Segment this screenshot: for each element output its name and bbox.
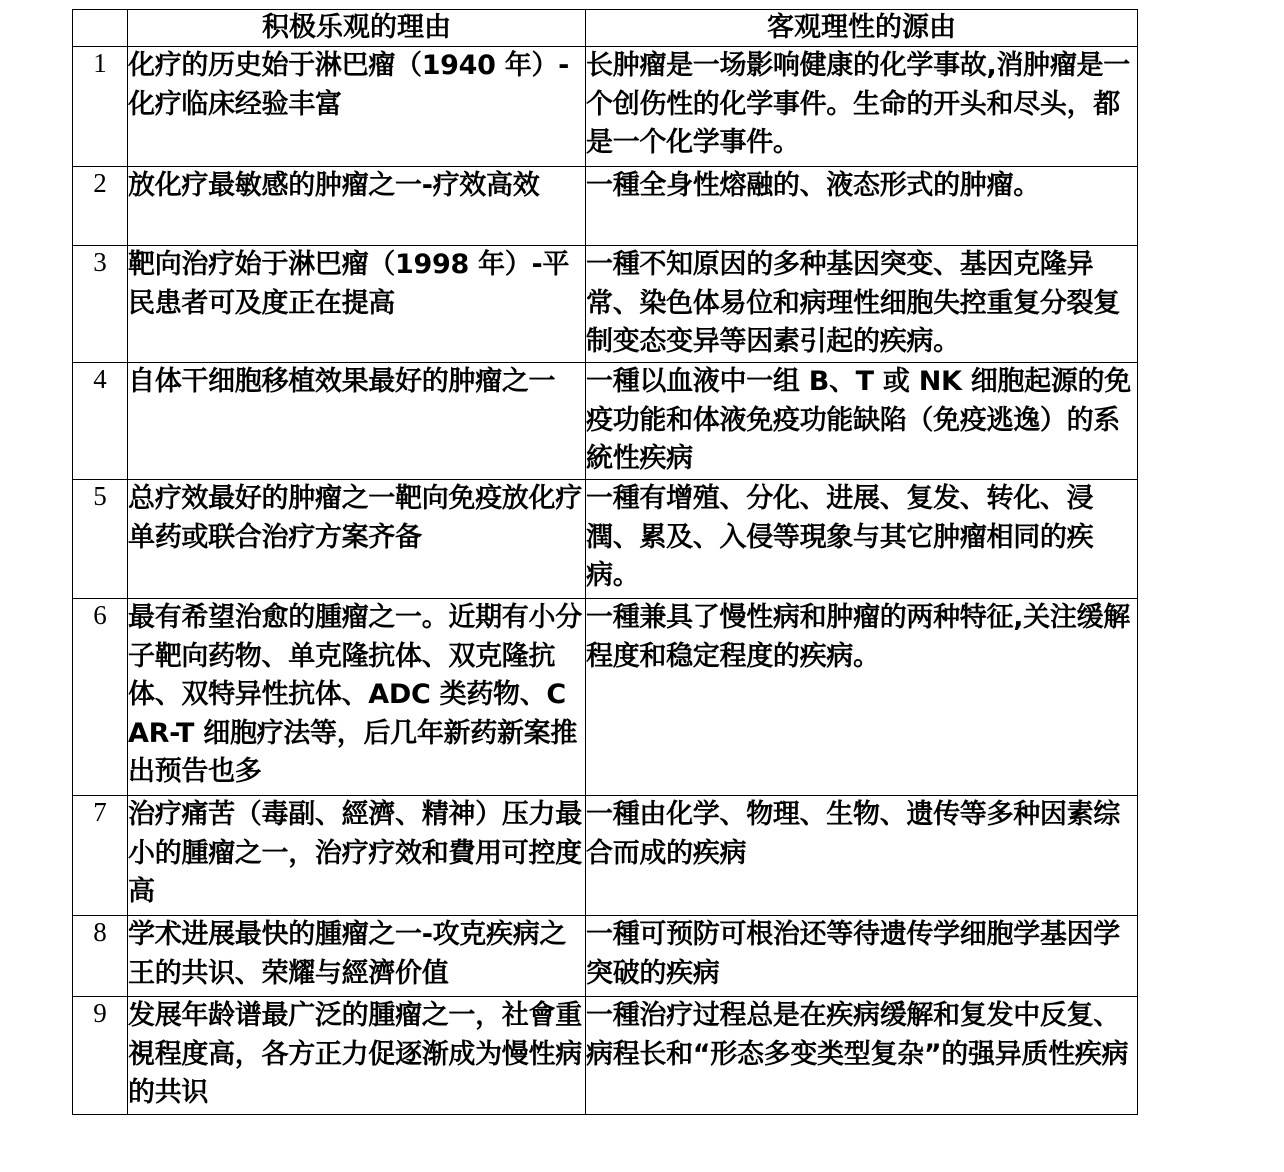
table-row (73, 47, 1138, 167)
table-row (73, 246, 1138, 363)
positive-reason-cell: 靶向治疗始于淋巴瘤（1998 年）-平民患者可及度正在提高 (128, 246, 586, 363)
objective-reason-cell: 一種可预防可根治还等待遗传学细胞学基因学突破的疾病 (586, 916, 1138, 997)
objective-reason-cell: 一種全身性熔融的、液态形式的肿瘤。 (586, 167, 1138, 246)
objective-reason-cell: 一種兼具了慢性病和肿瘤的两种特征,关注缓解程度和稳定程度的疾病。 (586, 599, 1138, 796)
row-number: 3 (73, 246, 128, 363)
table-row (73, 916, 1138, 997)
table-row (73, 167, 1138, 246)
objective-reason-cell: 长肿瘤是一场影响健康的化学事故,消肿瘤是一个创伤性的化学事件。生命的开头和尽头，都是一个化学事件。 (586, 47, 1138, 167)
row-number: 5 (73, 480, 128, 599)
row-number: 6 (73, 599, 128, 796)
table-row (73, 997, 1138, 1115)
header-objective-reasons: 客观理性的源由 (586, 10, 1138, 47)
table-row (73, 480, 1138, 599)
objective-reason-cell: 一種以血液中一组 B、T 或 NK 细胞起源的免疫功能和体液免疫功能缺陷（免疫逃逸）的系統性疾病 (586, 363, 1138, 480)
header-number (73, 10, 128, 47)
positive-reason-cell: 学术进展最快的腫瘤之一-攻克疾病之王的共识、荣耀与經濟价值 (128, 916, 586, 997)
row-number: 8 (73, 916, 128, 997)
objective-reason-cell: 一種治疗过程总是在疾病缓解和复发中反复、病程长和“形态多变类型复杂”的强异质性疾病 (586, 997, 1138, 1115)
row-number: 1 (73, 47, 128, 167)
table-row (73, 599, 1138, 796)
positive-reason-cell: 最有希望治愈的腫瘤之一。近期有小分子靶向药物、单克隆抗体、双克隆抗体、双特异性抗体、ADC 类药物、CAR-T 细胞疗法等，后几年新药新案推出预告也多 (128, 599, 586, 796)
row-number: 9 (73, 997, 128, 1115)
table-row (73, 363, 1138, 480)
positive-reason-cell: 自体干细胞移植效果最好的肿瘤之一 (128, 363, 586, 480)
header-row (73, 10, 1138, 47)
objective-reason-cell: 一種有增殖、分化、进展、复发、转化、浸潤、累及、入侵等現象与其它肿瘤相同的疾病。 (586, 480, 1138, 599)
row-number: 7 (73, 796, 128, 916)
positive-reason-cell: 治疗痛苦（毒副、經濟、精神）压力最小的腫瘤之一，治疗疗效和費用可控度高 (128, 796, 586, 916)
row-number: 4 (73, 363, 128, 480)
comparison-table (72, 9, 1138, 1115)
table-row (73, 796, 1138, 916)
positive-reason-cell: 放化疗最敏感的肿瘤之一-疗效高效 (128, 167, 586, 246)
header-positive-reasons: 积极乐观的理由 (128, 10, 586, 47)
positive-reason-cell: 总疗效最好的肿瘤之一靶向免疫放化疗单药或联合治疗方案齐备 (128, 480, 586, 599)
objective-reason-cell: 一種不知原因的多种基因突变、基因克隆异常、染色体易位和病理性细胞失控重复分裂复制变态变异等因素引起的疾病。 (586, 246, 1138, 363)
row-number: 2 (73, 167, 128, 246)
positive-reason-cell: 发展年龄谱最广泛的腫瘤之一，社會重視程度高，各方正力促逐渐成为慢性病的共识 (128, 997, 586, 1115)
objective-reason-cell: 一種由化学、物理、生物、遗传等多种因素综合而成的疾病 (586, 796, 1138, 916)
positive-reason-cell: 化疗的历史始于淋巴瘤（1940 年）-化疗临床经验丰富 (128, 47, 586, 167)
